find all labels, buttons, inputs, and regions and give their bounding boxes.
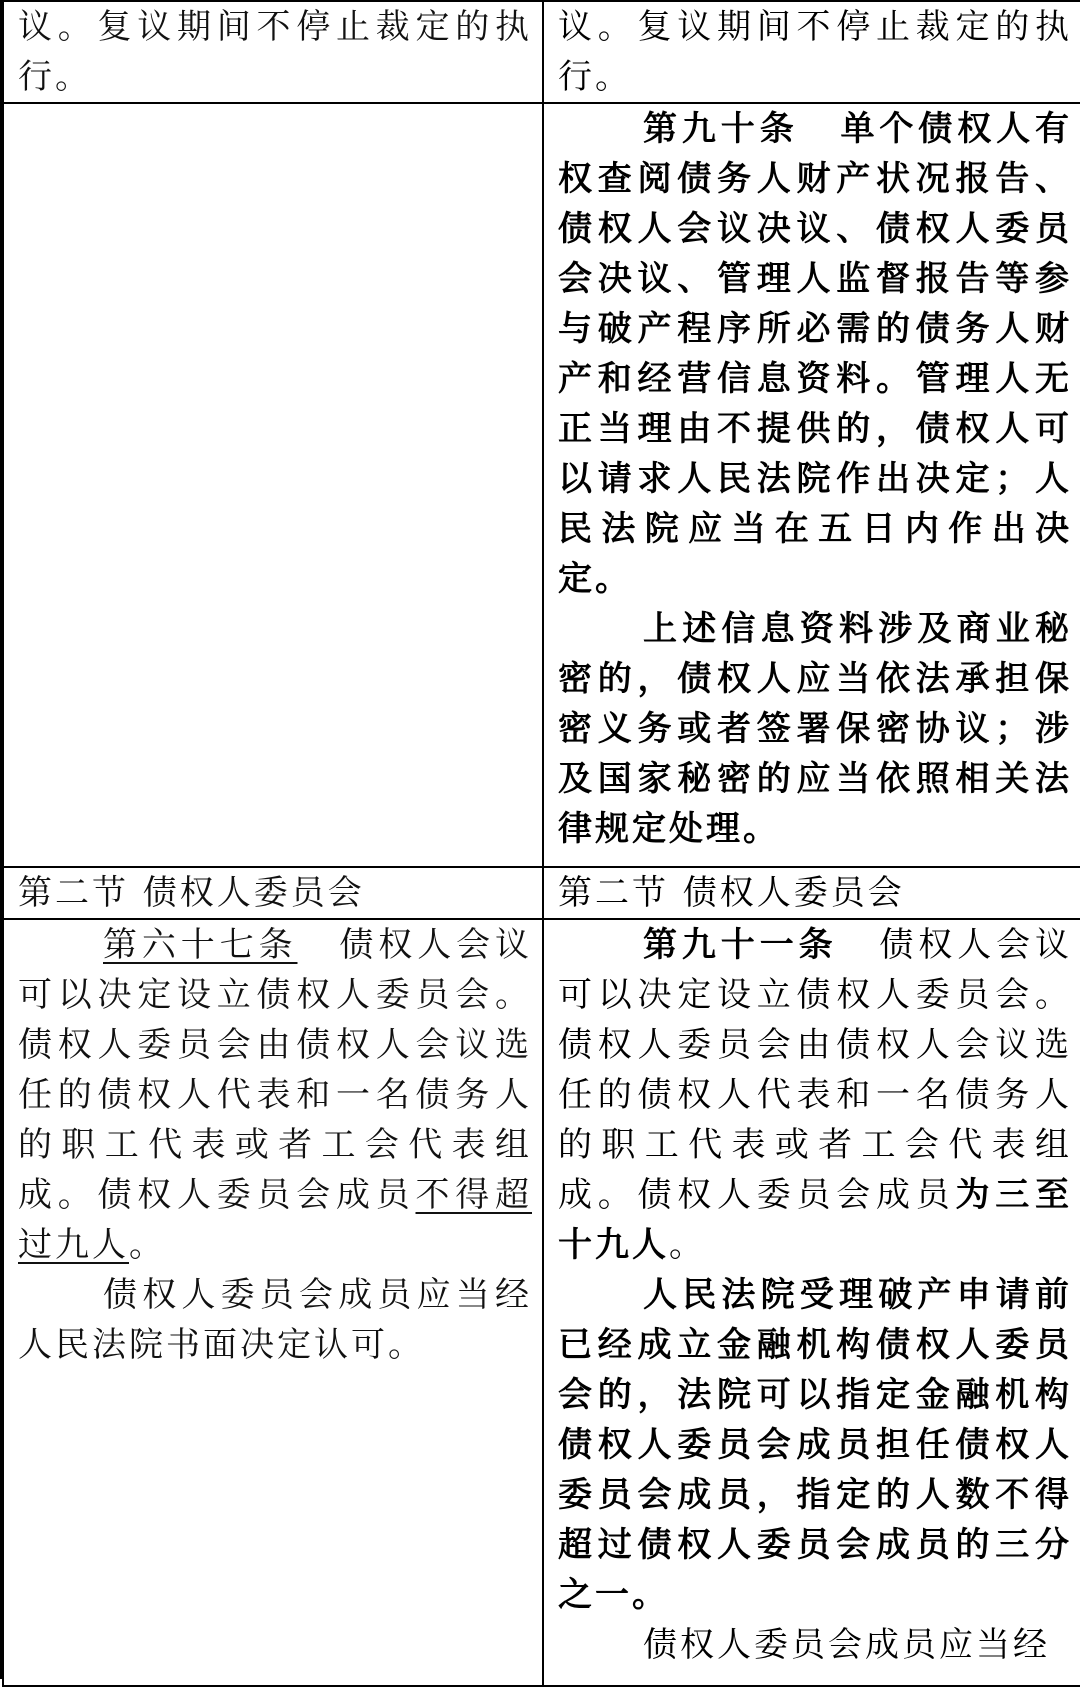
article-91-paragraph-2: 人民法院受理破产申请前已经成立金融机构债权人委员会的，法院可以指定金融机构债权人委员会成员担任债权人委员会成员，指定的人数不得超过债权人委员会成员的三分之一。 <box>558 1275 1072 1615</box>
old-section-heading: 第二节 债权人委员会 <box>3 867 543 919</box>
old-empty-cell <box>3 103 543 867</box>
old-continued-text: 议。复议期间不停止裁定的执行。 <box>18 7 532 97</box>
article-91-changed-text: 为三至十九人 <box>558 1175 1072 1265</box>
article-67-paragraph-1 <box>18 920 532 1270</box>
new-text-cell <box>543 1 1080 103</box>
new-article-90-cell <box>543 103 1080 867</box>
article-90-paragraph-2: 上述信息资料涉及商业秘密的，债权人应当依法承担保密义务或者签署保密协议；涉及国家秘密的应当依照相关法律规定处理。 <box>558 609 1072 849</box>
article-67-deleted-text: 不得超过九人 <box>18 1175 532 1265</box>
table-row <box>3 1 1080 103</box>
table-row <box>3 103 1080 867</box>
table-row <box>3 919 1080 1686</box>
new-section-heading <box>543 867 1080 919</box>
article-67-period: 。 <box>129 1225 166 1265</box>
new-section-heading-text: 第二节 债权人委员会 <box>558 873 905 913</box>
new-continued-text: 议。复议期间不停止裁定的执行。 <box>558 7 1072 97</box>
article-90-number: 第九十条 <box>643 109 799 149</box>
article-91-text: 债权人会议可以决定设立债权人委员会。债权人委员会由债权人会议选任的债权人代表和一名债务人的职工代表或者工会代表组成。债权人委员会成员 <box>558 925 1072 1215</box>
article-91-number: 第九十一条 <box>643 925 838 965</box>
article-67-number: 第六十七条 <box>103 925 298 965</box>
article-91-paragraph-3: 债权人委员会成员应当经 <box>643 1625 1050 1665</box>
article-91-paragraph-1 <box>558 920 1072 1270</box>
law-comparison-table <box>2 0 1080 1687</box>
article-90-text: 单个债权人有权查阅债务人财产状况报告、债权人会议决议、债权人委员会决议、管理人监督报告等参与破产程序所必需的债务人财产和经营信息资料。管理人无正当理由不提供的，债权人可以请求人民法院作出决定；人民法院应当在五日内作出决定。 <box>558 109 1073 599</box>
new-article-91-cell <box>543 919 1080 1686</box>
table-row <box>3 867 1080 919</box>
article-67-paragraph-2: 债权人委员会成员应当经人民法院书面决定认可。 <box>18 1275 532 1365</box>
article-91-period: 。 <box>669 1225 706 1265</box>
article-90-paragraph-1 <box>558 104 1072 604</box>
article-67-text: 债权人会议可以决定设立债权人委员会。债权人委员会由债权人会议选任的债权人代表和一名债务人的职工代表或者工会代表组成。债权人委员会成员 <box>18 925 532 1215</box>
old-article-67-cell <box>3 919 543 1686</box>
old-text-cell <box>3 1 543 103</box>
